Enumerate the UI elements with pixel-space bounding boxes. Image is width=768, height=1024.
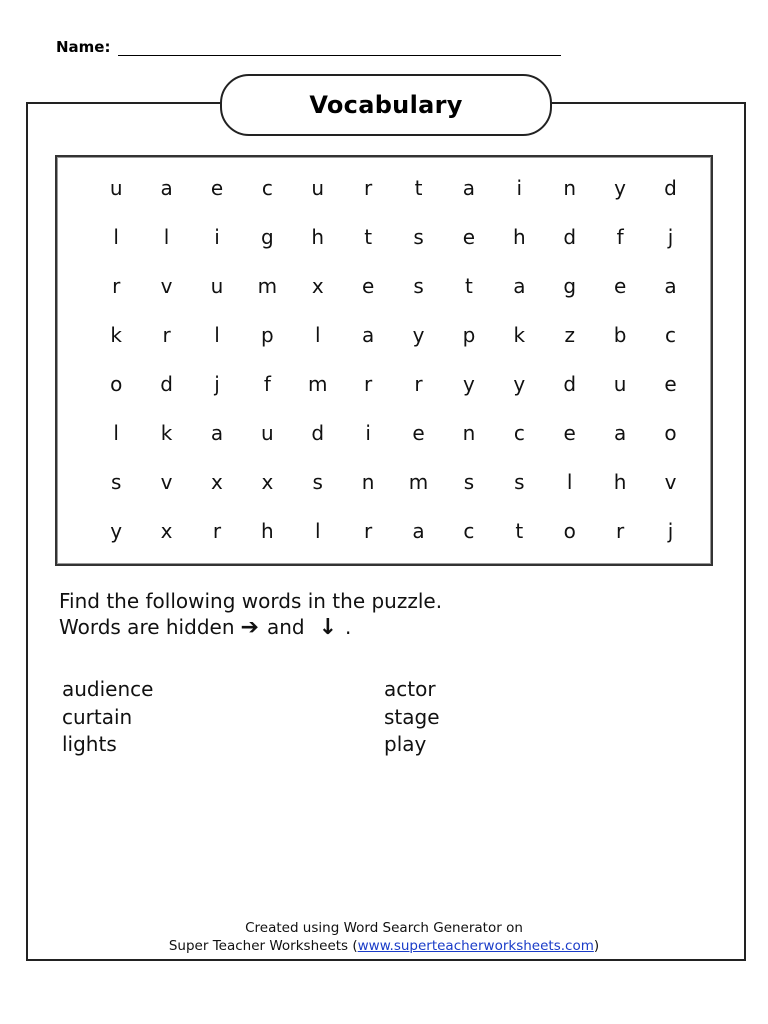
instruction-period: . bbox=[345, 615, 352, 639]
grid-cell: l bbox=[214, 323, 220, 348]
grid-cell: i bbox=[365, 420, 371, 445]
grid-cell: s bbox=[110, 469, 122, 494]
grid-cell: t bbox=[515, 518, 524, 543]
grid-cell: e bbox=[210, 176, 224, 201]
grid-cell: x bbox=[311, 274, 324, 299]
word-lights: lights bbox=[62, 732, 117, 756]
grid-cell: t bbox=[364, 225, 373, 250]
grid-cell: l bbox=[163, 225, 170, 250]
grid-cell: s bbox=[413, 225, 424, 250]
grid-cell: r bbox=[212, 518, 222, 543]
instruction-text: Words are hidden bbox=[59, 615, 235, 639]
grid-cell: y bbox=[513, 372, 526, 396]
grid-cell: f bbox=[616, 225, 624, 250]
grid-cell: u bbox=[261, 420, 274, 445]
footer-credit: Created using Word Search Generator on bbox=[245, 920, 523, 936]
grid-cell: a bbox=[210, 420, 224, 445]
grid-cell: c bbox=[664, 323, 676, 348]
grid-cell: k bbox=[160, 420, 173, 445]
name-blank-line bbox=[118, 55, 561, 56]
grid-cell: e bbox=[412, 420, 425, 445]
grid-cell: m bbox=[308, 372, 328, 396]
grid-cell: a bbox=[513, 274, 526, 299]
grid-cell: i bbox=[516, 176, 523, 201]
word-audience: audience bbox=[62, 677, 154, 701]
grid-cell: g bbox=[563, 274, 577, 299]
grid-cell: a bbox=[664, 274, 677, 299]
grid-cell: d bbox=[563, 372, 577, 396]
grid-cell: u bbox=[109, 176, 123, 201]
grid-cell: b bbox=[613, 323, 627, 348]
footer-prefix: Super Teacher Worksheets ( bbox=[168, 938, 358, 954]
grid-cell: c bbox=[513, 420, 525, 445]
grid-cell: u bbox=[613, 372, 627, 396]
grid-cell: p bbox=[462, 323, 476, 348]
grid-cell: v bbox=[160, 274, 173, 299]
grid-cell: j bbox=[214, 372, 220, 396]
grid-cell: l bbox=[566, 469, 573, 494]
grid-cell: y bbox=[614, 176, 627, 201]
grid-cell: o bbox=[110, 372, 123, 396]
grid-cell: d bbox=[311, 420, 325, 445]
grid-cell: l bbox=[113, 420, 119, 445]
grid-cell: a bbox=[462, 176, 476, 201]
grid-cell: e bbox=[563, 420, 576, 445]
grid-cell: k bbox=[110, 323, 122, 348]
grid-cell: s bbox=[463, 469, 475, 494]
grid-cell: l bbox=[314, 518, 321, 543]
grid-cell: r bbox=[414, 372, 423, 396]
word-search-puzzle bbox=[55, 155, 713, 566]
word-curtain: curtain bbox=[62, 705, 133, 729]
grid-cell: a bbox=[362, 323, 375, 348]
grid-cell: x bbox=[211, 469, 223, 494]
grid-cell: h bbox=[261, 518, 274, 543]
grid-cell: t bbox=[465, 274, 473, 299]
grid-cell: h bbox=[512, 225, 526, 250]
grid-cell: i bbox=[214, 225, 220, 250]
footer-source bbox=[0, 938, 768, 954]
grid-cell: e bbox=[613, 274, 627, 299]
grid-cell: n bbox=[361, 469, 375, 494]
arrow-down-icon: ↓ bbox=[318, 615, 338, 640]
grid-cell: r bbox=[112, 274, 121, 299]
arrow-right-icon: ➔ bbox=[240, 615, 259, 640]
grid-cell: p bbox=[261, 323, 274, 348]
footer-link[interactable]: www.superteacherworksheets.com bbox=[357, 938, 594, 954]
grid-cell: k bbox=[513, 323, 526, 348]
grid-cell: f bbox=[263, 372, 271, 396]
grid-cell: d bbox=[160, 372, 173, 396]
grid-cell: s bbox=[413, 274, 424, 299]
grid-cell: y bbox=[110, 518, 123, 543]
grid-cell: v bbox=[664, 469, 677, 494]
grid-cell: o bbox=[563, 518, 576, 543]
grid-cell: u bbox=[210, 274, 224, 299]
grid-cell: n bbox=[462, 420, 476, 445]
grid-cell: s bbox=[312, 469, 323, 494]
grid-cell: z bbox=[564, 323, 575, 348]
grid-cell: c bbox=[463, 518, 475, 543]
grid-cell: j bbox=[667, 225, 674, 250]
grid-cell: t bbox=[414, 176, 423, 201]
grid-cell: c bbox=[261, 176, 273, 201]
instruction-and: and bbox=[266, 615, 305, 639]
grid-cell: r bbox=[364, 518, 373, 543]
grid-cell: m bbox=[408, 469, 429, 494]
grid-cell: m bbox=[257, 274, 278, 299]
grid-cell: n bbox=[563, 176, 577, 201]
word-actor: actor bbox=[384, 677, 436, 701]
instruction-line-1: Find the following words in the puzzle. bbox=[59, 589, 443, 613]
grid-cell: a bbox=[160, 176, 173, 201]
instruction-line-2 bbox=[59, 615, 351, 640]
grid-cell: r bbox=[364, 372, 373, 396]
grid-cell: y bbox=[412, 323, 425, 348]
grid-cell: e bbox=[664, 372, 677, 396]
grid-cell: x bbox=[160, 518, 173, 543]
grid-cell: e bbox=[462, 225, 476, 250]
name-label: Name: bbox=[56, 38, 111, 56]
page-title: Vocabulary bbox=[309, 91, 463, 119]
grid-cell: a bbox=[613, 420, 627, 445]
grid-cell: s bbox=[514, 469, 525, 494]
title-banner bbox=[220, 74, 552, 136]
grid-cell: g bbox=[261, 225, 274, 250]
grid-cell: h bbox=[613, 469, 627, 494]
grid-cell: y bbox=[463, 372, 475, 396]
grid-cell: r bbox=[615, 518, 625, 543]
word-play: play bbox=[384, 732, 427, 756]
grid-cell: h bbox=[311, 225, 325, 250]
grid-cell: r bbox=[162, 323, 171, 348]
grid-cell: a bbox=[412, 518, 425, 543]
grid-cell: l bbox=[113, 225, 119, 250]
letter-grid bbox=[91, 164, 696, 555]
grid-cell: u bbox=[311, 176, 325, 201]
grid-cell: x bbox=[261, 469, 274, 494]
grid-cell: d bbox=[563, 225, 577, 250]
grid-cell: d bbox=[664, 176, 677, 201]
grid-cell: l bbox=[314, 323, 321, 348]
grid-cell: e bbox=[361, 274, 375, 299]
footer-suffix: ) bbox=[593, 938, 600, 954]
grid-cell: o bbox=[664, 420, 677, 445]
grid-cell: v bbox=[160, 469, 173, 494]
grid-cell: j bbox=[667, 518, 674, 543]
grid-cell: r bbox=[364, 176, 373, 201]
word-stage: stage bbox=[384, 705, 440, 729]
